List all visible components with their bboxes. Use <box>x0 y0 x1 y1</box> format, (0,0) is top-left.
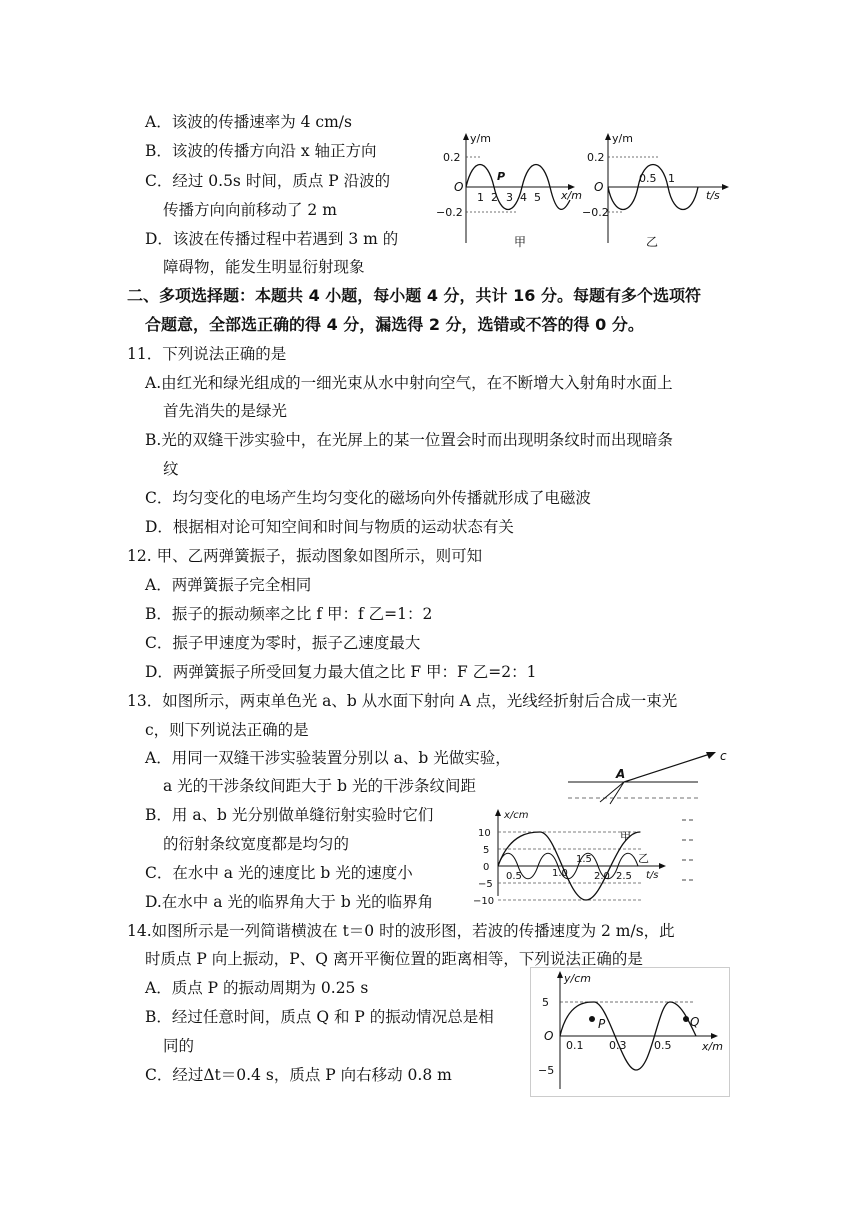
q11-option-a-cont: 首先消失的是绿光 <box>163 402 288 420</box>
q14-y-tick-pos: 5 <box>542 996 549 1009</box>
osc-y-tick: −5 <box>478 879 493 890</box>
ray-c-label: c <box>720 749 727 763</box>
q14-x-tick: 0.5 <box>654 1039 672 1052</box>
jia-x-tick: 4 <box>520 191 527 204</box>
wave-graph-jia <box>432 128 582 253</box>
jia-x-label: x/m <box>561 189 582 202</box>
wave-graph-q14 <box>530 967 730 1097</box>
refraction-diagram <box>560 746 740 806</box>
yi-x-label: t/s <box>706 189 720 202</box>
q11-option-b: B.光的双缝干涉实验中，在光屏上的某一位置会时而出现明条纹时而出现暗条 <box>145 431 673 449</box>
q12-option-b: B．振子的振动频率之比 f 甲：f 乙=1：2 <box>145 605 433 623</box>
yi-y-label: y/m <box>612 132 633 145</box>
section2-heading: 二、多项选择题：本题共 4 小题，每小题 4 分，共计 16 分。每题有多个选项符 <box>127 286 701 305</box>
q14-x-tick: 0.1 <box>566 1039 584 1052</box>
q10-option-a: A．该波的传播速率为 4 cm/s <box>145 113 352 131</box>
osc-x-tick: 0.5 <box>506 871 522 882</box>
refraction-point-a: A <box>616 767 626 781</box>
jia-y-tick-neg: −0.2 <box>436 206 463 219</box>
q14-x-label: x/m <box>702 1040 723 1053</box>
jia-caption: 甲 <box>514 235 527 249</box>
vibration-graph-yi <box>582 128 738 253</box>
osc-x-tick: 1.5 <box>576 854 592 865</box>
q14-option-a: A．质点 P 的振动周期为 0.25 s <box>145 979 369 997</box>
q10-option-b: B．该波的传播方向沿 x 轴正方向 <box>145 142 377 160</box>
q12-stem: 12. 甲、乙两弹簧振子，振动图象如图所示，则可知 <box>127 547 483 565</box>
osc-y-tick: 10 <box>478 828 491 839</box>
q12-option-c: C．振子甲速度为零时，振子乙速度最大 <box>145 634 421 652</box>
q13-option-a-cont: a 光的干涉条纹间距大于 b 光的干涉条纹间距 <box>163 777 476 795</box>
q14-y-tick-neg: −5 <box>538 1064 555 1077</box>
q14-point-p-marker <box>589 1016 595 1022</box>
q13-option-c: C．在水中 a 光的速度比 b 光的速度小 <box>145 864 413 882</box>
osc-x-tick: 1.0 <box>552 868 568 879</box>
q11-option-c: C．均匀变化的电场产生均匀变化的磁场向外传播就形成了电磁波 <box>145 489 591 507</box>
q13-option-a: A．用同一双缝干涉实验装置分别以 a、b 光做实验， <box>145 749 511 767</box>
jia-x-tick: 5 <box>534 191 541 204</box>
jia-y-label: y/m <box>470 132 491 145</box>
osc-x-tick: 2.0 <box>594 871 610 882</box>
osc-y-tick: −10 <box>473 896 495 907</box>
osc-y-tick: 5 <box>483 845 490 856</box>
jia-point-p: P <box>497 170 506 183</box>
jia-x-tick: 3 <box>506 191 513 204</box>
q14-origin: O <box>544 1029 554 1043</box>
osc-y-tick: 0 <box>483 862 490 873</box>
yi-caption: 乙 <box>646 235 659 249</box>
jia-x-tick: 1 <box>477 191 484 204</box>
q14-point-q: Q <box>690 1015 700 1029</box>
q11-stem: 11．下列说法正确的是 <box>127 345 287 363</box>
q14-x-tick: 0.3 <box>609 1039 627 1052</box>
yi-y-tick-neg: −0.2 <box>582 206 609 219</box>
q14-option-b-cont: 同的 <box>163 1037 195 1055</box>
q11-option-d: D．根据相对论可知空间和时间与物质的运动状态有关 <box>145 518 514 536</box>
q12-option-a: A．两弹簧振子完全相同 <box>145 576 312 594</box>
q10-option-d-cont: 障碍物，能发生明显衍射现象 <box>163 258 365 276</box>
q14-y-label: y/cm <box>564 972 591 985</box>
q11-option-b-cont: 纹 <box>163 460 179 478</box>
q10-option-c-cont: 传播方向向前移动了 2 m <box>163 201 337 219</box>
q11-option-a: A.由红光和绿光组成的一细光束从水中射向空气，在不断增大入射角时水面上 <box>145 374 673 392</box>
osc-series-jia: 甲 <box>620 830 631 843</box>
yi-x-tick: 1 <box>668 172 675 185</box>
q13-option-d: D.在水中 a 光的临界角大于 b 光的临界角 <box>145 893 434 911</box>
yi-x-tick: 0.5 <box>639 172 657 185</box>
q13-option-b-cont: 的衍射条纹宽度都是均匀的 <box>163 835 350 853</box>
q10-option-d: D．该波在传播过程中若遇到 3 m 的 <box>145 230 399 248</box>
section2-heading-cont: 合题意，全部选正确的得 4 分，漏选得 2 分，选错或不答的得 0 分。 <box>145 315 644 334</box>
q10-option-c: C．经过 0.5s 时间，质点 P 沿波的 <box>145 172 391 190</box>
osc-x-label: t/s <box>646 870 659 881</box>
q14-stem-cont: 时质点 P 向上振动，P、Q 离开平衡位置的距离相等，下列说法正确的是 <box>145 950 643 968</box>
osc-series-yi: 乙 <box>638 852 649 865</box>
jia-origin: O <box>454 180 464 194</box>
q13-stem: 13．如图所示，两束单色光 a、b 从水面下射向 A 点，光线经折射后合成一束光 <box>127 692 678 710</box>
jia-y-tick-pos: 0.2 <box>443 151 461 164</box>
yi-y-tick-pos: 0.2 <box>587 151 605 164</box>
q14-option-c: C．经过Δt＝0.4 s，质点 P 向右移动 0.8 m <box>145 1066 452 1084</box>
q13-option-b: B．用 a、b 光分别做单缝衍射实验时它们 <box>145 806 434 824</box>
q14-point-q-marker <box>683 1016 689 1022</box>
osc-y-label: x/cm <box>504 810 529 821</box>
osc-x-tick: 2.5 <box>616 871 632 882</box>
q14-option-b: B．经过任意时间，质点 Q 和 P 的振动情况总是相 <box>145 1008 494 1026</box>
jia-x-tick: 2 <box>491 191 498 204</box>
q12-option-d: D．两弹簧振子所受回复力最大值之比 F 甲：F 乙=2：1 <box>145 663 537 681</box>
yi-origin: O <box>594 180 604 194</box>
q14-point-p: P <box>598 1017 606 1031</box>
q13-stem-cont: c，则下列说法正确的是 <box>145 721 309 739</box>
oscillator-graph <box>470 806 710 907</box>
q14-stem: 14.如图所示是一列简谐横波在 t＝0 时的波形图，若波的传播速度为 2 m/s，此 <box>127 922 675 940</box>
